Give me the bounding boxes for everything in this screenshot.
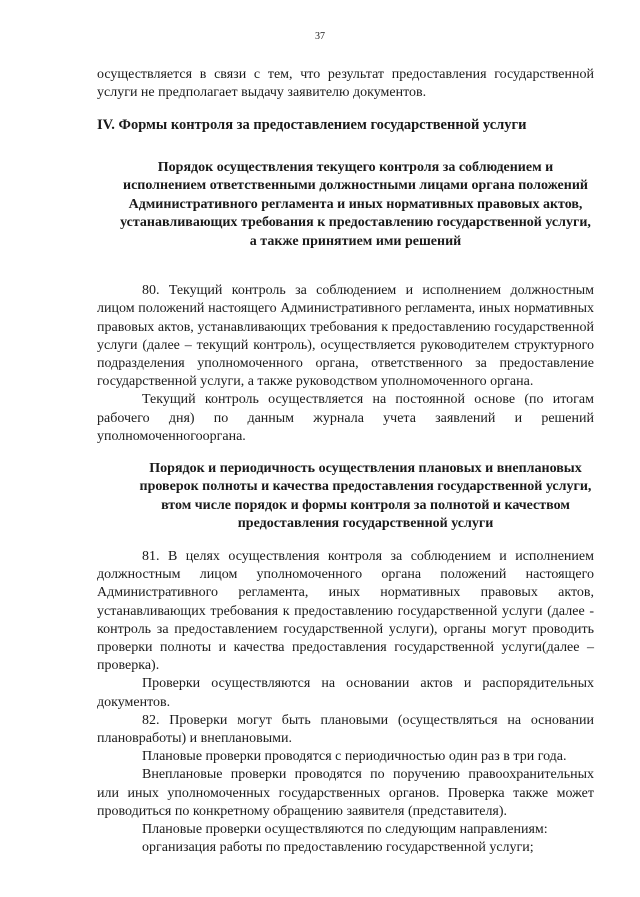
- page-number: 37: [315, 31, 325, 42]
- paragraph-unplanned-inspections: Внеплановые проверки проводятся по поручению правоохранительных или иных уполномоченных государственных органов. Проверка также может проводиться по конкретному обращению заявителя (представителя).: [97, 767, 594, 819]
- section-heading-inspections: Порядок и периодичность осуществления плановых и внеплановых проверок полноты и качества предоставления государственной услуги, втом числе порядок и формы контроля за полнотой и качеством предоставления государственной услуги: [139, 460, 592, 532]
- chapter-title: IV. Формы контроля за предоставлением государственной услуги: [97, 117, 527, 134]
- section-heading-current-control: Порядок осуществления текущего контроля за соблюдением и исполнением ответственными должностными лицами органа положений Административного регламента и иных нормативных правовых актов, устанавливающих требования к предоставлению государственной услуги, а также принятием ими решений: [120, 159, 591, 249]
- paragraph-current-control-basis: Текущий контроль осуществляется на постоянной основе (по итогам рабочего дня) по данным журнала учета заявлений и решений уполномоченногооргана.: [97, 392, 594, 444]
- paragraph-direction-organization: организация работы по предоставлению государственной услуги;: [142, 840, 534, 856]
- paragraph-inspection-basis: Проверки осуществляются на основании актов и распорядительных документов.: [97, 676, 594, 710]
- page-content: [97, 66, 594, 857]
- paragraph-81: 81. В целях осуществления контроля за соблюдением и исполнением должностным лицом уполномоченного органа положений настоящего Административного регламента, иных нормативных правовых актов, устанавливающих требования к предоставлению государственной услуги (далее - контроль за предоставлением государственной услуги), органы могут проводить проверки полноты и качества предоставления государственной услуги(далее – проверка).: [97, 548, 594, 674]
- paragraph-planned-directions: Плановые проверки осуществляются по следующим направлениям:: [142, 821, 548, 837]
- paragraph-82: 82. Проверки могут быть плановыми (осуществляться на основании плановработы) и внеплановыми.: [97, 712, 594, 746]
- paragraph-80: 80. Текущий контроль за соблюдением и исполнением должностным лицом положений настоящего Административного регламента, иных нормативных правовых актов, устанавливающих требования к предоставлению государственной услуги (далее – текущий контроль), осуществляется руководителем структурного подразделения уполномоченного органа, ответственного за предоставление государственной услуги, а также руководством уполномоченного органа.: [97, 283, 594, 390]
- paragraph-planned-frequency: Плановые проверки проводятся с периодичностью один раз в три года.: [142, 749, 567, 765]
- intro-paragraph: осуществляется в связи с тем, что результат предоставления государственной услуги не предполагает выдачу заявителю документов.: [97, 67, 594, 101]
